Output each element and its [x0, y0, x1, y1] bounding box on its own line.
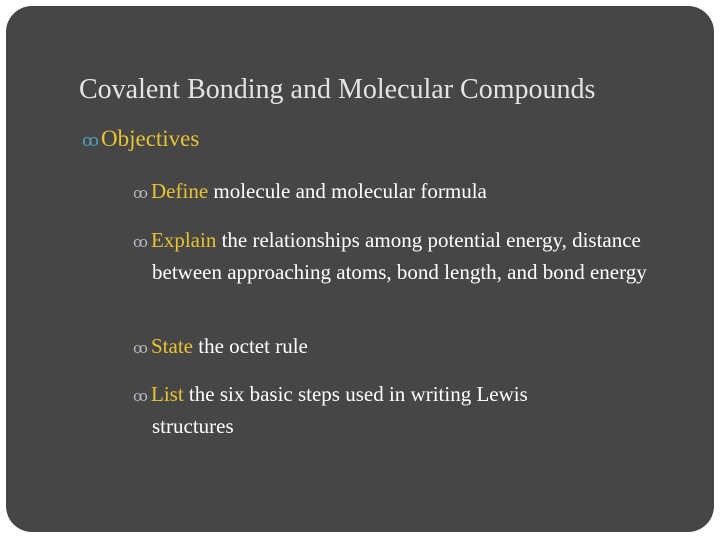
- objective-item: [133, 177, 572, 209]
- bullet-icon: ꝏ: [133, 186, 148, 202]
- objective-item: [133, 226, 682, 286]
- bullet-icon: ꝏ: [133, 341, 148, 357]
- objective-text: the octet rule: [193, 334, 308, 358]
- objective-item: [133, 380, 532, 440]
- objective-keyword: List: [151, 382, 184, 406]
- objective-text: molecule and molecular formula: [208, 179, 487, 203]
- objective-text: the relationships among potential energy, distance between approaching atoms, bond length, and bond energy: [152, 228, 647, 284]
- bullet-icon: ꝏ: [133, 389, 148, 405]
- slide: [6, 6, 714, 532]
- slide-title: Covalent Bonding and Molecular Compounds: [79, 74, 596, 105]
- bullet-icon: ꝏ: [82, 131, 99, 150]
- heading-text: Objectives: [100, 126, 200, 151]
- objective-text: the six basic steps used in writing Lewis structures: [152, 382, 528, 438]
- objectives-heading: [82, 126, 199, 152]
- objective-keyword: State: [151, 334, 193, 358]
- objective-item: [133, 332, 712, 364]
- objective-keyword: Define: [151, 179, 209, 203]
- bullet-icon: ꝏ: [133, 235, 148, 251]
- objective-keyword: Explain: [151, 228, 217, 252]
